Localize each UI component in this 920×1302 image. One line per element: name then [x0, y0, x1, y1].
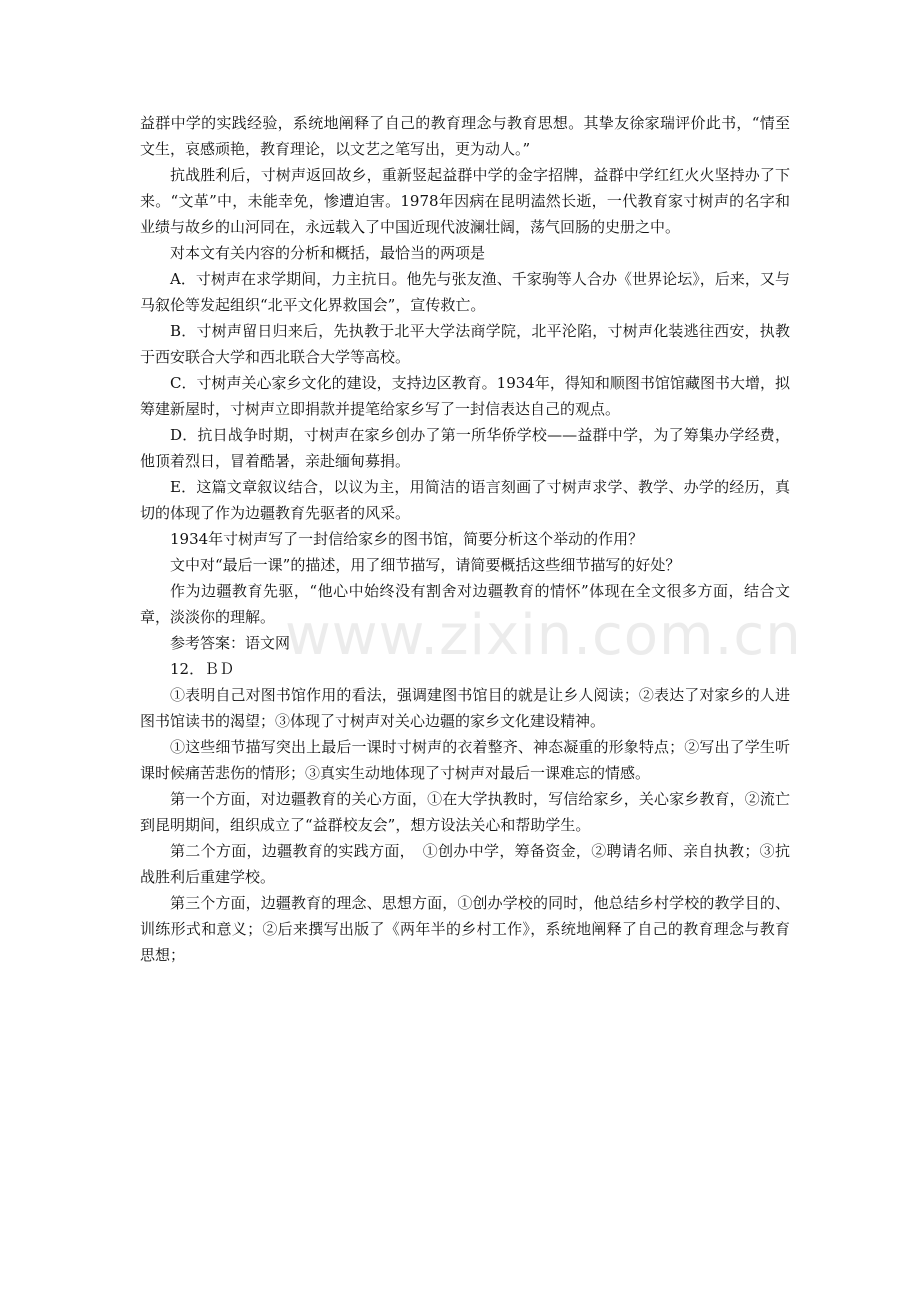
paragraph: 益群中学的实践经验，系统地阐释了自己的教育理念与教育思想。其挚友徐家瑞评价此书，“情至文生，哀感顽艳，教育理论，以文艺之笔写出，更为动人。” — [140, 114, 790, 158]
paragraph: E．这篇文章叙议结合，以议为主，用简洁的语言刻画了寸树声求学、教学、办学的经历，真切的体现了作为边疆教育先驱者的风采。 — [140, 478, 790, 522]
watermark-text: www.zixin.com.cn — [285, 603, 802, 668]
document-body — [140, 110, 802, 968]
paragraph: 12．ＢＤ — [170, 660, 235, 678]
paragraph: B．寸树声留日归来后，先执教于北平大学法商学院，北平沦陷，寸树声化装逃往西安，执教于西安联合大学和西北联合大学等高校。 — [140, 322, 790, 366]
paragraph: A．寸树声在求学期间，力主抗日。他先与张友渔、千家驹等人合办《世界论坛》，后来，又与马叙伦等发起组织“北平文化界救国会”，宣传救亡。 — [140, 270, 790, 314]
paragraph: ①表明自己对图书馆作用的看法，强调建图书馆目的就是让乡人阅读；②表达了对家乡的人进图书馆读书的渴望；③体现了寸树声对关心边疆的家乡文化建设精神。 — [140, 686, 790, 730]
paragraph: 文中对“最后一课”的描述，用了细节描写，请简要概括这些细节描写的好处？ — [170, 556, 681, 574]
paragraph: 抗战胜利后，寸树声返回故乡，重新竖起益群中学的金字招牌，益群中学红红火火坚持办了下来。“文革”中，未能幸免，惨遭迫害。1978年因病在昆明溘然长逝，一代教育家寸树声的名字和业绩与故乡的山河同在，永远载入了中国近现代波澜壮阔，荡气回肠的史册之中。 — [140, 166, 790, 236]
paragraph: C．寸树声关心家乡文化的建设，支持边区教育。1934年，得知和顺图书馆馆藏图书大增，拟筹建新屋时，寸树声立即捐款并提笔给家乡写了一封信表达自己的观点。 — [140, 374, 790, 418]
paragraph: 1934年寸树声写了一封信给家乡的图书馆，简要分析这个举动的作用？ — [170, 530, 644, 548]
paragraph: 参考答案：语文网 — [170, 634, 291, 652]
paragraph: 对本文有关内容的分析和概括，最恰当的两项是 — [170, 244, 486, 262]
paragraph: 第二个方面，边疆教育的实践方面， ①创办中学，筹备资金，②聘请名师、亲自执教；③抗战胜利后重建学校。 — [140, 842, 790, 886]
paragraph: 第三个方面，边疆教育的理念、思想方面，①创办学校的同时，他总结乡村学校的教学目的、训练形式和意义；②后来撰写出版了《两年半的乡村工作》，系统地阐释了自己的教育理念与教育思想； — [140, 894, 790, 964]
paragraph: 作为边疆教育先驱，“他心中始终没有割舍对边疆教育的情怀”体现在全文很多方面，结合文章，淡淡你的理解。 — [140, 582, 790, 626]
paragraph: ①这些细节描写突出上最后一课时寸树声的衣着整齐、神态凝重的形象特点；②写出了学生听课时候痛苦悲伤的情形；③真实生动地体现了寸树声对最后一课难忘的情感。 — [140, 738, 790, 782]
paragraph: D．抗日战争时期，寸树声在家乡创办了第一所华侨学校——益群中学，为了筹集办学经费，他顶着烈日，冒着酷暑，亲赴缅甸募捐。 — [140, 426, 790, 470]
paragraph: 第一个方面，对边疆教育的关心方面，①在大学执教时，写信给家乡，关心家乡教育，②流亡到昆明期间，组织成立了“益群校友会”，想方设法关心和帮助学生。 — [140, 790, 790, 834]
